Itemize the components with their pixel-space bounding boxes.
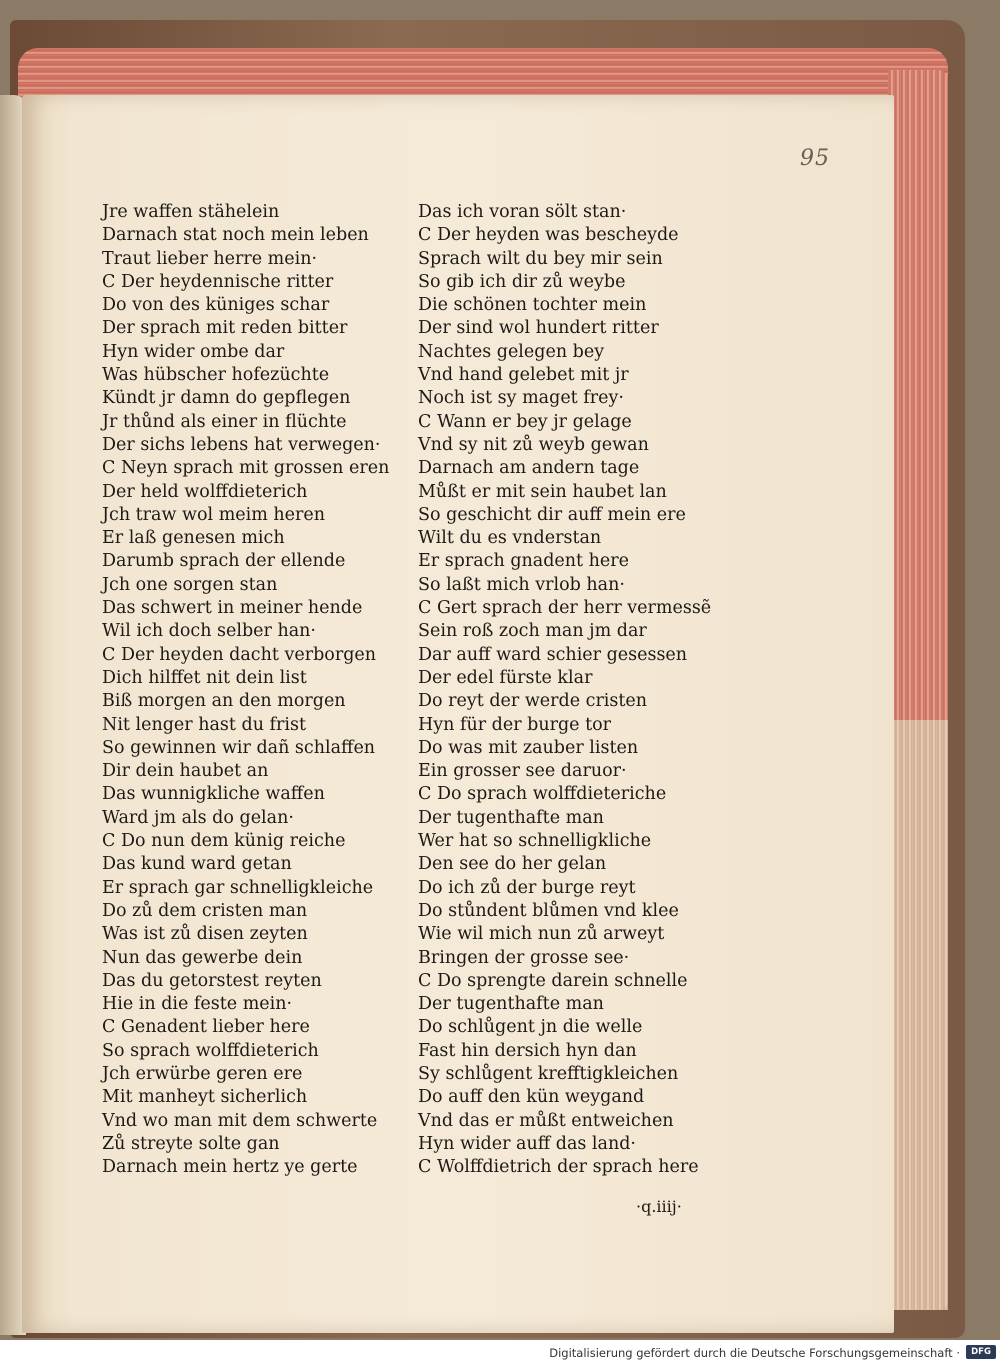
verse-line: Do ich zů der burge reyt xyxy=(418,877,636,898)
footer-credit: Digitalisierung gefördert durch die Deutsche Forschungsgemeinschaft · xyxy=(549,1346,960,1360)
verse-line: Do schlůgent jn die welle xyxy=(418,1017,643,1038)
verse-line: Darnach stat noch mein leben xyxy=(102,225,369,246)
verse-line: So gewinnen wir dañ schlaffen xyxy=(102,737,376,758)
verse-line: Jch erwürbe geren ere xyxy=(102,1063,303,1084)
verse-line: Er sprach gnadent here xyxy=(418,551,629,572)
verse-line: Nit lenger hast du frist xyxy=(102,714,306,735)
verse-line: Můßt er mit sein haubet lan xyxy=(418,481,667,502)
verse-line: Den see do her gelan xyxy=(418,854,607,875)
verse-line: Do auff den kün weygand xyxy=(418,1087,645,1108)
dfg-logo-icon: DFG xyxy=(966,1345,996,1359)
verse-line: Sprach wilt du bey mir sein xyxy=(418,248,663,269)
verse-line: Vnd das er můßt entweichen xyxy=(418,1110,674,1131)
verse-line: Do von des küniges schar xyxy=(102,295,330,316)
verse-line: Jr thůnd als einer in flüchte xyxy=(102,411,347,432)
verse-line: Der edel fürste klar xyxy=(418,667,593,688)
verse-line: Vnd hand gelebet mit jr xyxy=(418,365,629,386)
verse-line: Hyn wider ombe dar xyxy=(102,341,285,362)
verse-line: C Genadent lieber here xyxy=(102,1017,310,1038)
verse-line: Wer hat so schnelligkliche xyxy=(418,831,652,852)
verse-line: Nun das gewerbe dein xyxy=(102,947,303,968)
verse-line: Do reyt der werde cristen xyxy=(418,691,648,712)
verse-line: Dar auff ward schier gesessen xyxy=(418,644,688,665)
verse-line: Bringen der grosse see· xyxy=(418,947,630,968)
verse-line: Vnd wo man mit dem schwerte xyxy=(102,1110,378,1131)
verse-line: Der tugenthafte man xyxy=(418,807,604,828)
verse-line: C Der heyden dacht verborgen xyxy=(102,644,377,665)
verse-line: Das ich voran sölt stan· xyxy=(418,202,627,222)
verse-line: Hyn wider auff das land· xyxy=(418,1133,636,1154)
verse-line: Sy schlůgent krefftigkleichen xyxy=(418,1063,679,1084)
verse-line: Noch ist sy maget frey· xyxy=(418,388,624,409)
verse-line: Traut lieber herre mein· xyxy=(102,248,318,269)
verse-line: Er laß genesen mich xyxy=(102,528,285,549)
verse-line: C Der heyden was bescheyde xyxy=(418,225,679,246)
verse-line: Das du getorstest reyten xyxy=(102,970,322,991)
verse-line: Darnach am andern tage xyxy=(418,458,640,479)
verse-line: Was ist zů disen zeyten xyxy=(102,924,308,945)
verse-line: Vnd sy nit zů weyb gewan xyxy=(418,434,649,455)
verse-line: Darumb sprach der ellende xyxy=(102,551,346,572)
verse-line: Der sind wol hundert ritter xyxy=(418,318,659,339)
verse-line: Der sichs lebens hat verwegen· xyxy=(102,434,381,455)
page-edges-right-lower xyxy=(888,720,948,1310)
verse-line: Do was mit zauber listen xyxy=(418,737,639,758)
verse-line: Jre waffen stähelein xyxy=(102,202,280,222)
verse-line: Dich hilffet nit dein list xyxy=(102,667,307,688)
verse-line: Der tugenthafte man xyxy=(418,994,604,1015)
text-column-right xyxy=(418,201,711,1179)
verse-line: Wilt du es vnderstan xyxy=(418,528,602,549)
verse-line: So laßt mich vrlob han· xyxy=(418,574,625,595)
verse-line: Sein roß zoch man jm dar xyxy=(418,621,647,642)
verse-line: Wil ich doch selber han· xyxy=(102,621,316,642)
verse-line: Das kund ward getan xyxy=(102,854,292,875)
verse-line: C Wann er bey jr gelage xyxy=(418,411,632,432)
verse-line: Jch one sorgen stan xyxy=(102,574,278,595)
verse-line: Er sprach gar schnelligkleiche xyxy=(102,877,374,898)
verse-line: Dir dein haubet an xyxy=(102,761,269,782)
verse-line: Darnach mein hertz ye gerte xyxy=(102,1157,358,1178)
verse-line: Biß morgen an den morgen xyxy=(102,691,346,712)
verse-line: Wie wil mich nun zů arweyt xyxy=(418,924,665,945)
text-column-left xyxy=(102,201,389,1179)
verse-line: Hyn für der burge tor xyxy=(418,714,612,735)
verse-line: Das wunnigkliche waffen xyxy=(102,784,325,805)
verse-line: C Do sprach wolffdieteriche xyxy=(418,784,667,805)
verse-line: Die schönen tochter mein xyxy=(418,295,647,316)
verse-line: So sprach wolffdieterich xyxy=(102,1040,319,1061)
verse-line: So gib ich dir zů weybe xyxy=(418,271,626,292)
verse-line: Der held wolffdieterich xyxy=(102,481,308,502)
verse-line: Jch traw wol meim heren xyxy=(102,504,326,525)
verse-line: C Neyn sprach mit grossen eren xyxy=(102,458,390,479)
verse-line: Hie in die feste mein· xyxy=(102,994,293,1015)
verse-line: Nachtes gelegen bey xyxy=(418,341,605,362)
verse-line: C Do sprengte darein schnelle xyxy=(418,970,688,991)
verse-line: Ein grosser see daruor· xyxy=(418,761,627,782)
verse-line: Mit manheyt sicherlich xyxy=(102,1087,308,1108)
verse-line: Do stůndent blůmen vnd klee xyxy=(418,900,679,921)
verse-line: C Do nun dem künig reiche xyxy=(102,831,346,852)
verse-line: C Gert sprach der herr vermessẽ xyxy=(418,598,712,619)
signature-mark: ·q.iiij· xyxy=(636,1197,682,1216)
footer-bar xyxy=(0,1340,1000,1365)
verse-line: Do zů dem cristen man xyxy=(102,900,308,921)
verse-line: Der sprach mit reden bitter xyxy=(102,318,348,339)
verse-line: Kündt jr damn do gepflegen xyxy=(102,388,351,409)
verse-line: Ward jm als do gelan· xyxy=(102,807,294,828)
verse-line: Zů streyte solte gan xyxy=(102,1133,280,1154)
folio-number: 95 xyxy=(800,146,830,171)
verse-line: Was hübscher hofezüchte xyxy=(102,365,330,386)
verse-line: C Wolffdietrich der sprach here xyxy=(418,1157,699,1178)
verse-line: C Der heydennische ritter xyxy=(102,271,334,292)
verse-line: Das schwert in meiner hende xyxy=(102,598,363,619)
verse-line: So geschicht dir auff mein ere xyxy=(418,504,686,525)
verse-line: Fast hin dersich hyn dan xyxy=(418,1040,637,1061)
